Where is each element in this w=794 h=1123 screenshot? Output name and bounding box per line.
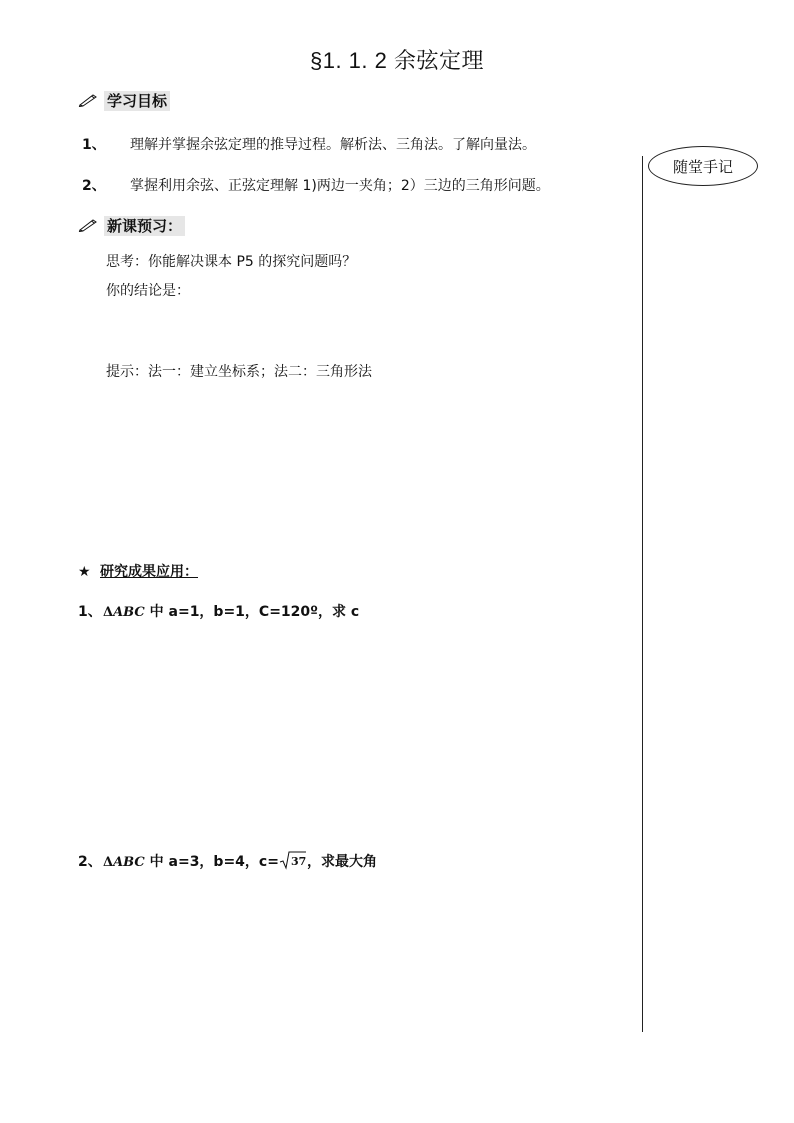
triangle-symbol (103, 605, 145, 620)
notes-label (648, 146, 758, 186)
application-heading (78, 561, 198, 581)
objective-text: 掌握利用余弦、正弦定理解 1)两边一夹角；2）三边的三角形问题。 (130, 178, 550, 194)
triangle-symbol (103, 855, 145, 870)
objective-number: 1、 (82, 137, 106, 153)
notes-label-text: 随堂手记 (672, 157, 733, 176)
think-question: 思考：你能解决课本 P5 的探究问题吗？ (106, 254, 357, 270)
objectives-heading (78, 90, 170, 111)
sqrt-expression (279, 850, 307, 874)
objective-number: 2、 (82, 178, 106, 194)
objective-text: 理解并掌握余弦定理的推导过程。解析法、三角法。了解向量法。 (130, 137, 536, 153)
pencil-icon (78, 218, 98, 236)
application-heading-text: 研究成果应用： (100, 564, 198, 580)
sqrt-radicand: 37 (290, 855, 307, 868)
problem-text-end: ，求最大角 (306, 854, 377, 870)
problem-item (78, 850, 377, 874)
problem-text: 中 a=1，b=1，C=120º，求 c (144, 604, 360, 620)
star-icon: ★ (78, 564, 91, 580)
problem-number: 1、 (78, 604, 102, 620)
objective-item (82, 175, 550, 195)
delta-symbol: Δ (103, 605, 114, 620)
problem-text: 中 a=3，b=4，c= (144, 854, 279, 870)
objective-item (82, 134, 536, 154)
problem-number: 2、 (78, 854, 102, 870)
objectives-heading-text: 学习目标 (104, 91, 170, 111)
page-title: §1. 1. 2 余弦定理 (309, 48, 484, 73)
triangle-name: ABC (113, 605, 145, 620)
hint-text: 提示：法一：建立坐标系；法二：三角形法 (106, 364, 372, 380)
pencil-icon (78, 93, 98, 111)
margin-divider (642, 156, 643, 1032)
preview-heading-text: 新课预习： (104, 216, 185, 236)
delta-symbol: Δ (103, 855, 114, 870)
preview-heading (78, 215, 185, 236)
problem-item (78, 601, 359, 621)
conclusion-prompt: 你的结论是： (106, 283, 190, 299)
triangle-name: ABC (113, 855, 145, 870)
